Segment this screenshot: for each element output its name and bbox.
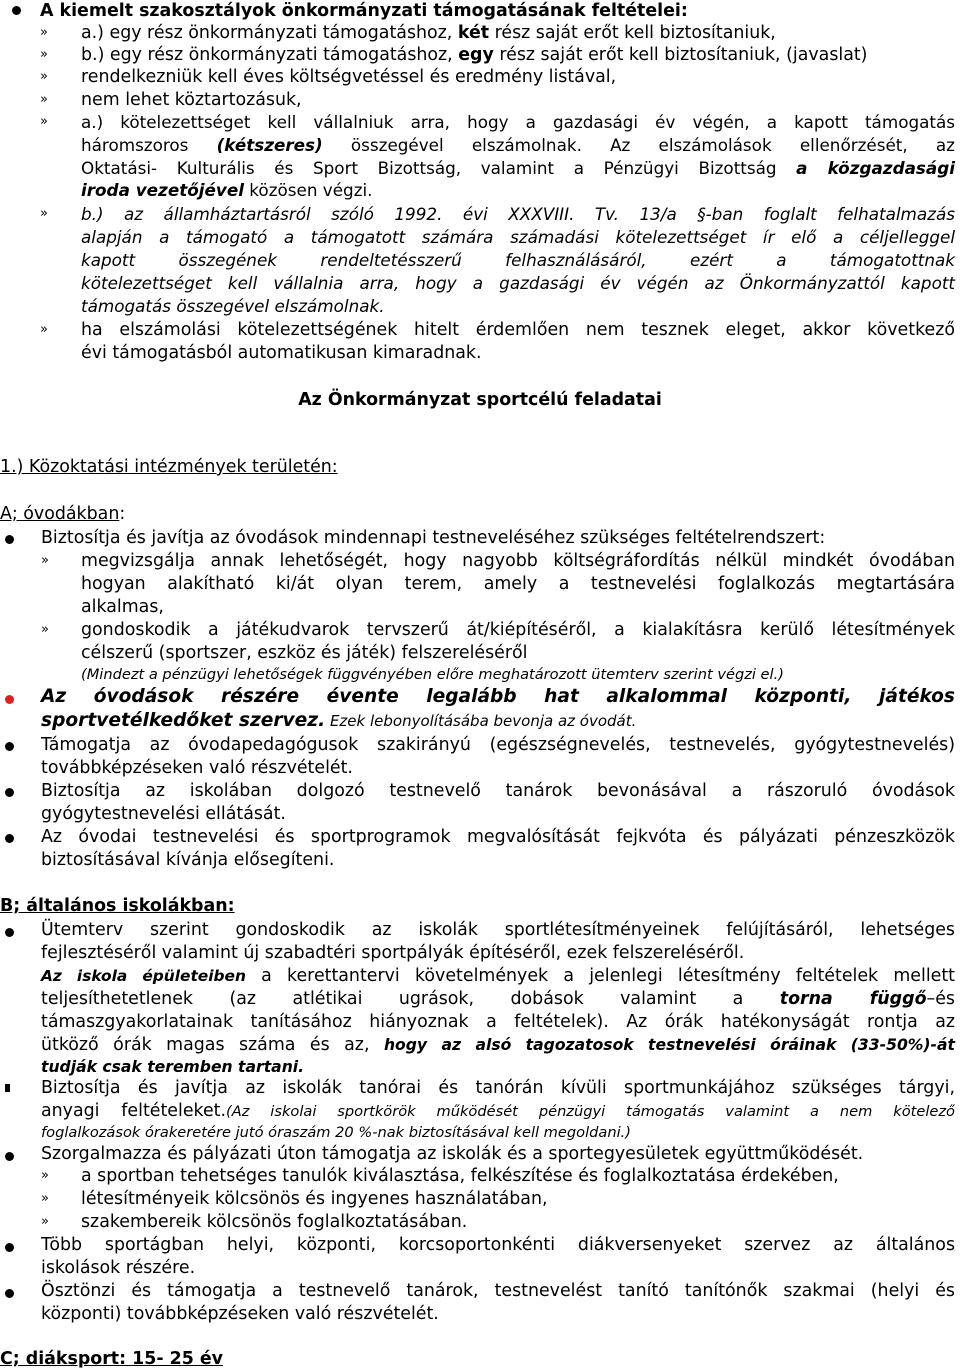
kindergarten-sub-1-line3: alkalmas, <box>81 597 164 617</box>
primary-item-1: Ütemterv szerint gondoskodik az iskolák sportlétesítményeinek felújításáról, lehetséges <box>41 920 955 940</box>
condition-c: ha elszámolási kötelezettségének hitelt érdemlően nem tesznek eleget, akkor következő <box>81 320 955 340</box>
condition-a2: a.) kötelezettséget kell vállalniuk arra, hogy a gazdasági év végén, a kapott támogatás <box>81 112 955 132</box>
square-bullet-icon <box>5 1084 10 1092</box>
primary-para-line4: ütköző órák magas száma és az, hogy az alsó tagozatosok testnevelési óráinak (33-50%)-át <box>41 1035 955 1055</box>
condition-b2-line2: alapján a támogató a támogatott számára számadási kötelezettséget ír elő a céljelleggel <box>81 227 955 247</box>
condition-b2: b.) az államháztartásról szóló 1992. évi XXXVIII. Tv. 13/a §-ban foglalt felhatalmazás <box>81 204 955 224</box>
bullet-icon <box>12 6 21 15</box>
primary-para-line2: teljesíthetetlenek (az atlétikai ugrások, dobások valamint a torna függő–és <box>41 989 955 1009</box>
kindergarten-sub-2: gondoskodik a játékudvarok tervszerű át/kiépítéséről, a kialakításra kerülő létesítmények <box>81 620 955 640</box>
condition-b2-line5: támogatás összegével elszámolnak. <box>81 296 385 316</box>
raquo-icon: » <box>40 206 48 221</box>
public-education-heading: 1.) Közoktatási intézmények területén: <box>0 457 338 477</box>
raquo-icon: » <box>40 47 48 62</box>
kindergarten-item-4-line2: gyógytestnevelési ellátását. <box>41 804 286 824</box>
raquo-icon: » <box>40 322 48 337</box>
primary-item-3: Szorgalmazza és pályázati úton támogatja az iskolák és a sportegyesületek együttműködését. <box>41 1144 864 1164</box>
section-title: Az Önkormányzat sportcélú feladatai <box>298 390 662 410</box>
kindergarten-sub-1-line2: hogyan alakítható ki/át olyan terem, amely a testnevelési foglalkozás megtartására <box>81 574 955 594</box>
bullet-icon <box>5 788 14 797</box>
bullet-icon <box>5 742 14 751</box>
kindergarten-item-3-line2: továbbképzéseken való részvételét. <box>41 758 353 778</box>
kindergarten-heading: A; óvodákban: <box>0 504 126 524</box>
primary-item-4: Több sportágban helyi, központi, korcsoportonkénti diákversenyeket szervez az általános <box>41 1235 955 1255</box>
primary-para-line1: Az iskola épületeiben a kerettantervi követelmények a jelenlegi létesítmény feltételek mellett <box>41 966 955 986</box>
bullet-icon <box>5 928 14 937</box>
raquo-icon: » <box>40 92 48 107</box>
raquo-icon: » <box>40 114 48 129</box>
bullet-icon <box>5 834 14 843</box>
raquo-icon: » <box>41 553 49 568</box>
red-bullet-icon <box>5 695 14 704</box>
conditions-heading: A kiemelt szakosztályok önkormányzati támogatásának feltételei: <box>40 1 688 21</box>
student-sport-heading: C; diáksport: 15- 25 év <box>0 1349 223 1369</box>
bullet-icon <box>5 1289 14 1298</box>
primary-item-4-line2: iskolások részére. <box>41 1258 196 1278</box>
primary-item-2-line3: foglalkozások órakeretére jutó óraszám 20 %-nak biztosításával kell megoldani.) <box>41 1124 631 1141</box>
condition-a2-line2: háromszoros (kétszeres) összegével elszámolnak. Az elszámolások ellenőrzését, az <box>81 135 955 155</box>
condition-no-debt: nem lehet köztartozásuk, <box>81 90 302 110</box>
kindergarten-sub-1: megvizsgálja annak lehetőségét, hogy nagyobb költségráfordítás nélkül mindkét óvodában <box>81 551 955 571</box>
primary-sub-3: szakembereik kölcsönös foglalkoztatásában. <box>81 1212 468 1232</box>
raquo-icon: » <box>40 25 48 40</box>
kindergarten-item-5: Az óvodai testnevelési és sportprogramok megvalósítását fejkvóta és pályázati pénzeszközök <box>41 827 955 847</box>
condition-a2-line4: iroda vezetőjével közösen végzi. <box>81 180 373 200</box>
kindergarten-item-3: Támogatja az óvodapedagógusok szakirányú (egészségnevelés, testnevelés, gyógytestnevelés) <box>41 735 955 755</box>
condition-b2-line4: kötelezettséget kell vállalnia arra, hogy a gazdasági év végén az Önkormányzattól kapott <box>81 273 955 293</box>
primary-item-5: Ösztönzi és támogatja a testnevelő tanárok, testnevelést tanító tanítónők szakmai (helyi és <box>41 1281 955 1301</box>
raquo-icon: » <box>41 1168 49 1183</box>
bullet-icon <box>5 535 14 544</box>
kindergarten-item-2: Az óvodások részére évente legalább hat alkalommal központi, játékos <box>41 686 955 707</box>
bullet-icon <box>5 1243 14 1252</box>
primary-sub-1: a sportban tehetséges tanulók kiválasztása, felkészítése és foglalkoztatása érdekében, <box>81 1166 839 1186</box>
bullet-icon <box>5 1152 14 1161</box>
condition-a1: a.) egy rész önkormányzati támogatáshoz, két rész saját erőt kell biztosítaniuk, <box>81 23 776 43</box>
primary-item-2: Biztosítja és javítja az iskolák tanórai és tanórán kívüli sportmunkájához szükséges tárgyi, <box>41 1078 955 1098</box>
raquo-icon: » <box>40 69 48 84</box>
primary-heading: B; általános iskolákban: <box>0 896 235 916</box>
primary-item-2-line2: anyagi feltételeket.(Az iskolai sportkörök működését pénzügyi támogatás valamint a nem kötelező <box>41 1101 955 1121</box>
primary-item-5-line2: központi) továbbképzéseken való részvételét. <box>41 1304 439 1324</box>
condition-c-line2: évi támogatásból automatikusan kimaradnak. <box>81 343 482 363</box>
primary-para-line3: támaszgyakorlatainak tanításához hiányoznak a feltételek). Az órák hatékonyságát rontja az <box>41 1012 955 1032</box>
kindergarten-note: (Mindezt a pénzügyi lehetőségek függvényében előre meghatározott ütemterv szerint végzi el.) <box>81 666 784 683</box>
raquo-icon: » <box>41 1191 49 1206</box>
kindergarten-item-1: Biztosítja és javítja az óvodások mindennapi testneveléséhez szükséges feltételrendszert: <box>41 528 826 548</box>
primary-para-line5: tudják csak teremben tartani. <box>41 1058 305 1076</box>
kindergarten-item-5-line2: biztosításával kívánja elősegíteni. <box>41 850 335 870</box>
raquo-icon: » <box>41 622 49 637</box>
kindergarten-item-4: Biztosítja az iskolában dolgozó testnevelő tanárok bevonásával a rászoruló óvodások <box>41 781 955 801</box>
condition-a2-line3: Oktatási- Kulturális és Sport Bizottság, valamint a Pénzügyi Bizottság a közgazdasági <box>81 158 955 178</box>
raquo-icon: » <box>41 1214 49 1229</box>
primary-item-1-line2: fejlesztéséről valamint új szabadtéri sportpályák építéséről, ezek felszereléséről. <box>41 943 745 963</box>
condition-b2-line3: kapott összegének rendeltetésszerű felhasználásáról, ezért a támogatottnak <box>81 250 955 270</box>
condition-b1: b.) egy rész önkormányzati támogatáshoz, egy rész saját erőt kell biztosítaniuk, (javaslat) <box>81 45 868 65</box>
primary-sub-2: létesítményeik kölcsönös és ingyenes használatában, <box>81 1189 548 1209</box>
kindergarten-item-2-line2: sportvetélkedőket szervez. Ezek lebonyolításába bevonja az óvodát. <box>41 710 637 731</box>
condition-budget: rendelkezniük kell éves költségvetéssel és eredmény listával, <box>81 67 617 87</box>
kindergarten-sub-2-line2: célszerű (sportszer, eszköz és játék) felszereléséről <box>81 643 528 663</box>
